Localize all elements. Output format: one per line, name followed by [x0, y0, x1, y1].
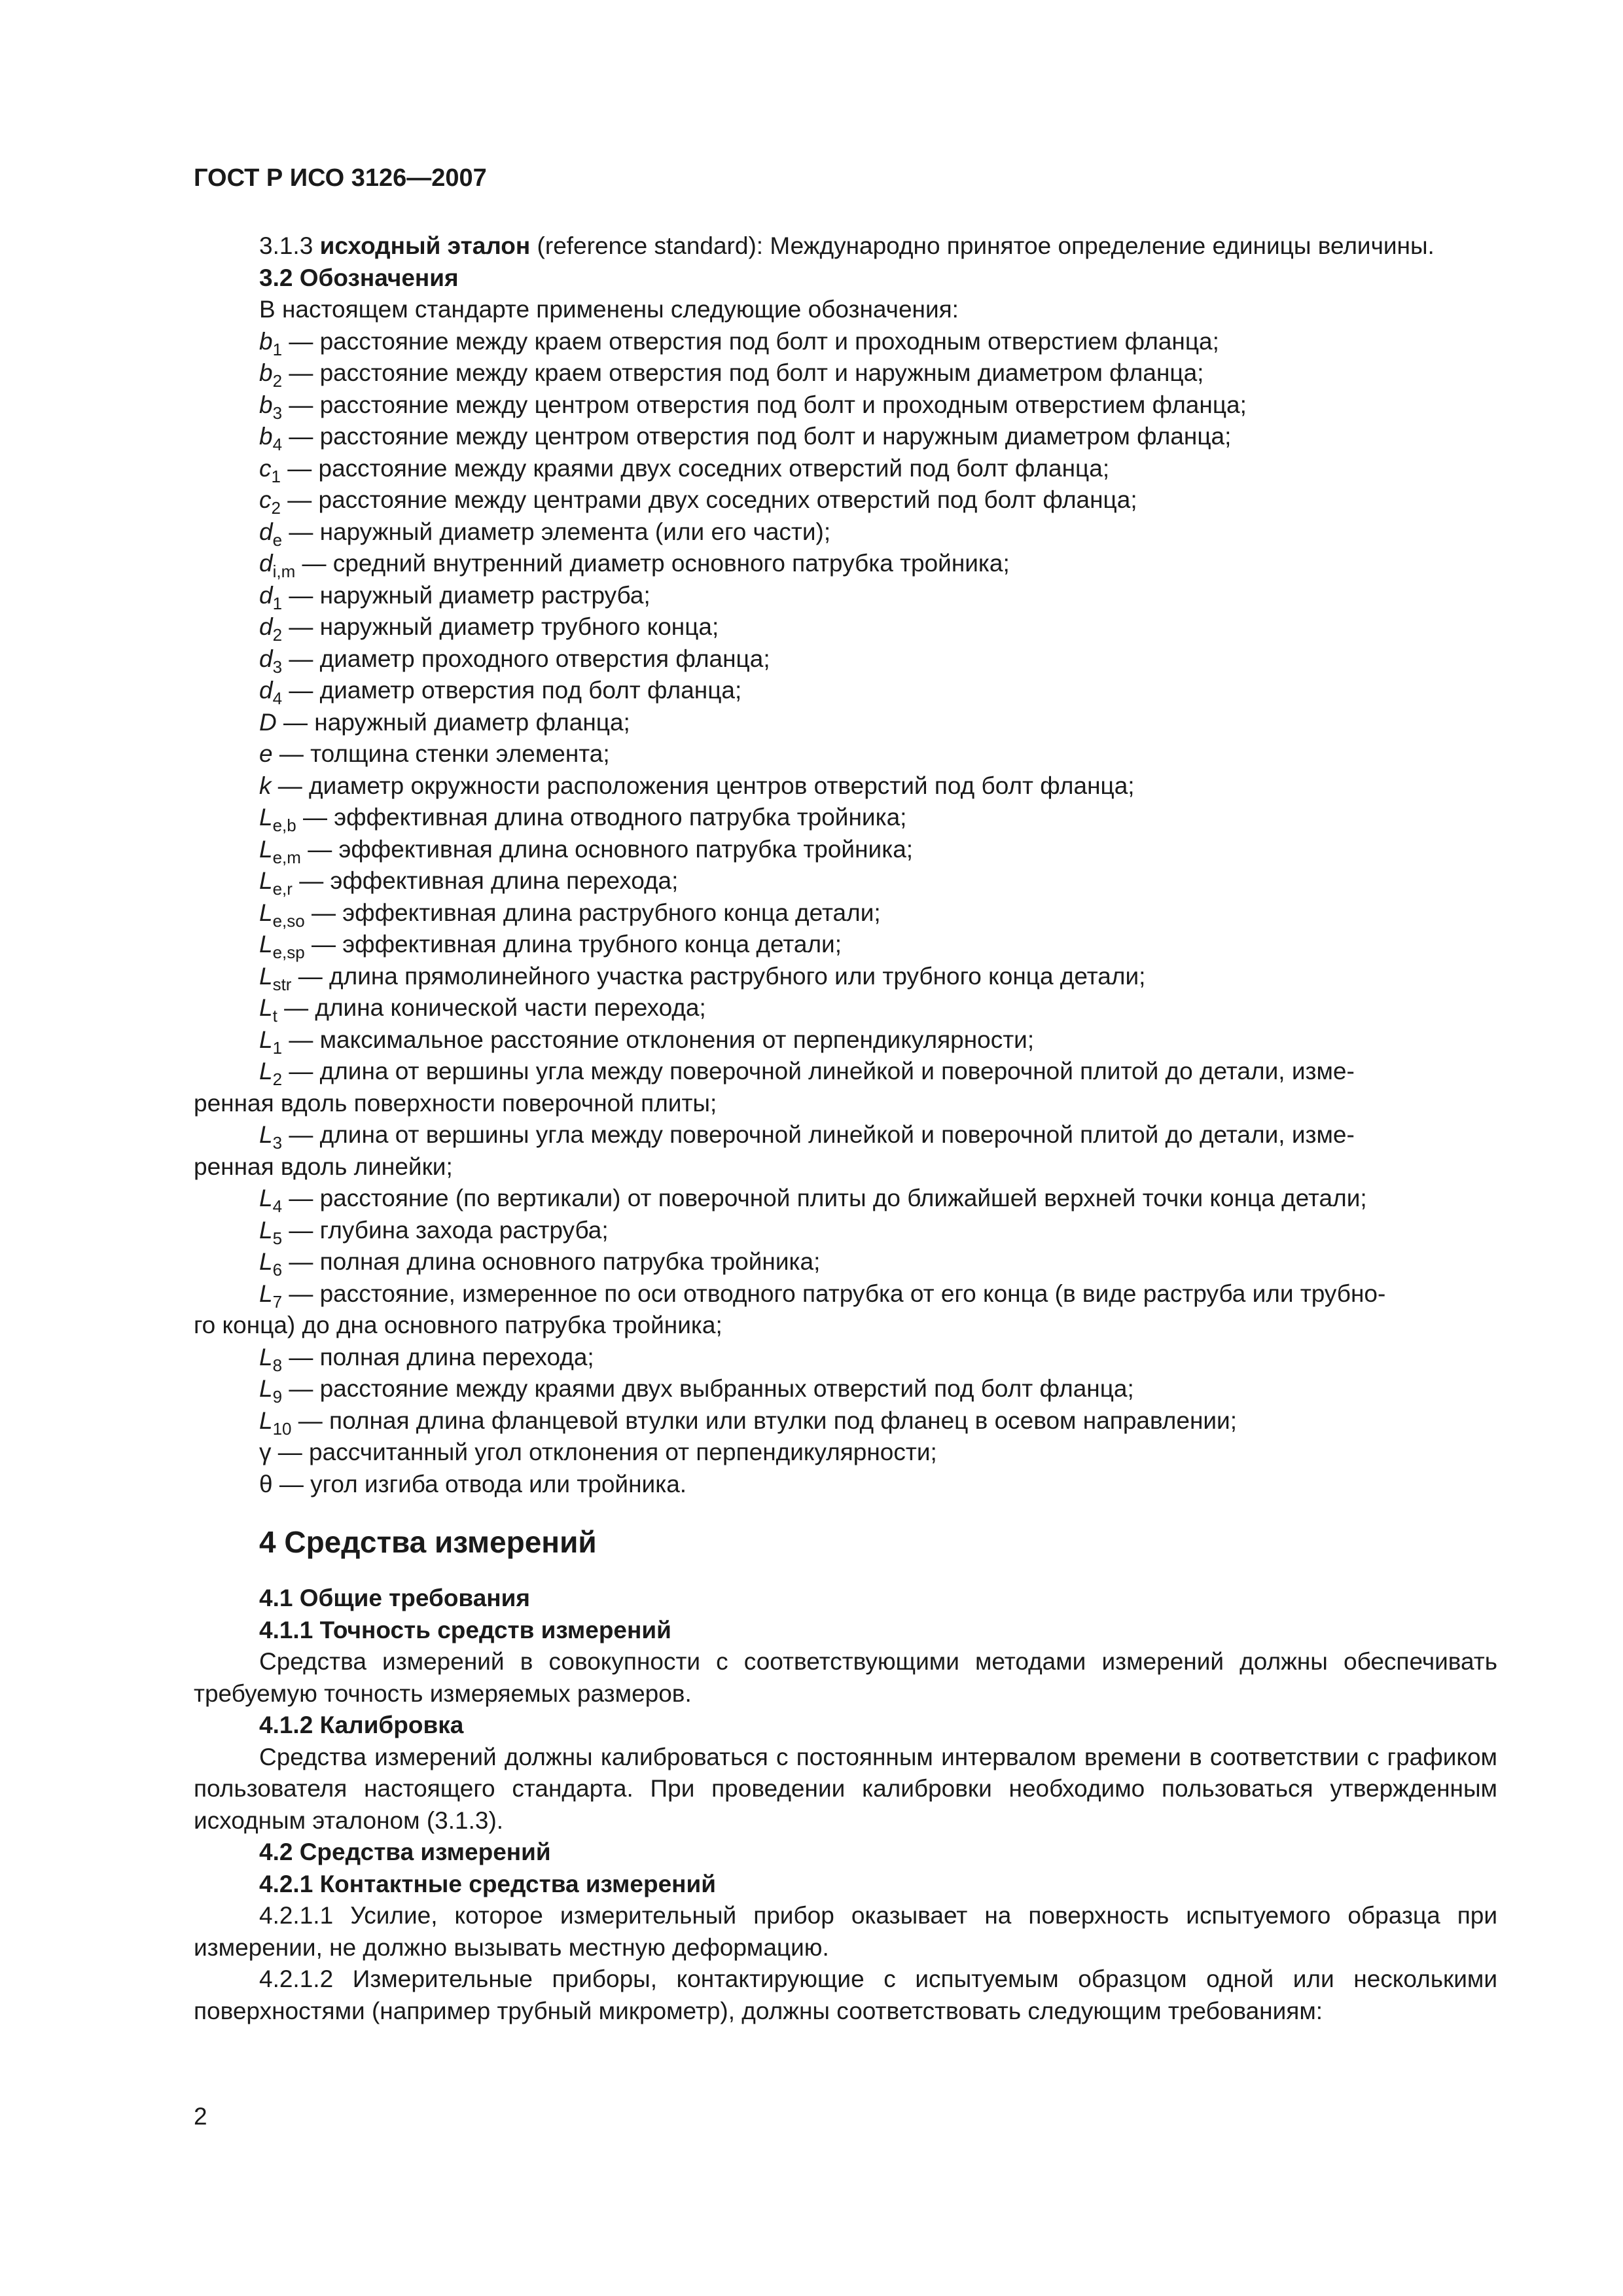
section-4-2-1-1-text: 4.2.1.1 Усилие, которое измерительный прибор оказывает на поверхность испытуемого образца при измерении, не должно вызывать местную деформацию. — [194, 1902, 1497, 1961]
symbol-definition — [194, 992, 1497, 1024]
section-4-1-1-text: Средства измерений в совокупности с соответствующими методами измерений должны обеспечивать требуемую точность измеряемых размеров. — [194, 1648, 1497, 1707]
symbol: D — [259, 708, 277, 736]
symbol: L — [259, 1248, 273, 1275]
symbol-description: — угол изгиба отвода или тройника. — [272, 1470, 687, 1498]
symbol-description-continuation: го конца) до дна основного патрубка тройника; — [194, 1312, 722, 1338]
symbol-subscript: e,so — [272, 910, 305, 931]
symbol-definition — [194, 580, 1497, 612]
symbol: L — [259, 1280, 273, 1307]
symbol: c — [259, 486, 272, 513]
symbol-description: — глубина захода раструба; — [282, 1216, 609, 1244]
symbol-definition — [194, 1342, 1497, 1374]
symbol-definition — [194, 484, 1497, 516]
symbol-subscript: 6 — [272, 1260, 283, 1280]
symbol-subscript: 2 — [271, 498, 281, 518]
symbol: b — [259, 327, 273, 355]
symbol-definition — [194, 1437, 1497, 1469]
symbol: γ — [259, 1439, 272, 1465]
symbol: L — [259, 867, 273, 894]
symbol: b — [259, 423, 273, 450]
document-body — [194, 230, 1497, 2027]
symbols-list — [194, 326, 1497, 1501]
symbol-definition — [194, 1215, 1497, 1247]
symbol-definition — [194, 1183, 1497, 1215]
symbol-subscript: 7 — [272, 1291, 283, 1312]
definition-text: (reference standard): Международно принятое определение единицы величины. — [530, 232, 1435, 259]
symbol-definition — [194, 738, 1497, 770]
symbol-subscript: str — [272, 974, 292, 994]
symbol-description: — расстояние между центрами двух соседних отверстий под болт фланца; — [280, 486, 1137, 513]
symbol-definition — [194, 516, 1497, 548]
symbol-definition — [194, 1246, 1497, 1278]
symbol-definition — [194, 961, 1497, 993]
symbol-description-continuation: ренная вдоль линейки; — [194, 1153, 453, 1180]
symbol-description: — расстояние между краями двух выбранных отверстий под болт фланца; — [282, 1375, 1134, 1402]
symbol-description: — наружный диаметр элемента (или его части); — [282, 518, 831, 545]
symbol-subscript: 3 — [272, 1133, 283, 1153]
symbol-definition — [194, 1278, 1497, 1310]
symbol-description: — расстояние между краем отверстия под болт и проходным отверстием фланца; — [282, 327, 1219, 355]
symbol-description: — длина от вершины угла между поверочной линейкой и поверочной плитой до детали, изме- — [282, 1058, 1355, 1085]
symbol-definition — [194, 675, 1497, 707]
symbol-description: — наружный диаметр фланца; — [276, 708, 630, 736]
symbol: L — [259, 1185, 273, 1211]
symbol-definition — [194, 770, 1497, 802]
symbol-description: — длина конической части перехода; — [277, 994, 706, 1021]
section-4-2-1-heading: 4.2.1 Контактные средства измерений — [259, 1870, 716, 1897]
section-4-1-heading: 4.1 Общие требования — [259, 1585, 530, 1611]
symbol-subscript: 1 — [271, 466, 281, 486]
section-4-1-2-text: Средства измерений должны калиброваться с постоянным интервалом времени в соответствии с графиком пользователя настоящего стандарта. При проведении калибровки необходимо пользоваться утвержденным исходным эталоном (3.1.3). — [194, 1743, 1497, 1834]
symbol-subscript: 2 — [272, 371, 283, 391]
symbol-definition — [194, 929, 1497, 961]
symbol-description: — полная длина основного патрубка тройника; — [282, 1248, 821, 1275]
symbol-description: — эффективная длина основного патрубка тройника; — [300, 835, 914, 863]
symbol: d — [259, 645, 273, 672]
symbol-subscript: e,sp — [272, 942, 305, 962]
defined-term: исходный эталон — [319, 232, 531, 259]
symbol-description: — расстояние, измеренное по оси отводного патрубка от его конца (в виде раструба или трубно- — [282, 1280, 1386, 1307]
symbol-definition — [194, 643, 1497, 675]
section-4-1-1-heading: 4.1.1 Точность средств измерений — [259, 1616, 671, 1643]
symbol-description: — эффективная длина отводного патрубка тройника; — [296, 804, 907, 831]
symbol-definition — [194, 389, 1497, 422]
symbol-definition — [194, 707, 1497, 739]
symbol-definition — [194, 1056, 1497, 1088]
symbol: L — [259, 1407, 273, 1434]
symbol-subscript: 10 — [272, 1418, 292, 1439]
symbol-definition — [194, 421, 1497, 453]
symbol: L — [259, 931, 273, 958]
symbol-subscript: 2 — [272, 1069, 283, 1089]
symbol-description: — максимальное расстояние отклонения от перпендикулярности; — [282, 1026, 1035, 1053]
symbol-description: — расстояние между краями двух соседних отверстий под болт фланца; — [280, 454, 1110, 482]
symbol: L — [259, 1375, 273, 1402]
symbol-definition — [194, 1119, 1497, 1151]
section-3-2-heading: 3.2 Обозначения — [259, 264, 459, 291]
symbol-subscript: 1 — [272, 593, 283, 613]
symbol-subscript: t — [272, 1006, 277, 1026]
symbol: d — [259, 518, 273, 545]
symbol-definition — [194, 865, 1497, 897]
symbol-definition — [194, 802, 1497, 834]
symbol-description: — расстояние между краем отверстия под болт и наружным диаметром фланца; — [282, 359, 1204, 386]
symbol-description: — расстояние между центром отверстия под болт и наружным диаметром фланца; — [282, 423, 1232, 450]
symbol-subscript: 9 — [272, 1387, 283, 1407]
symbol-description: — расстояние (по вертикали) от поверочной плиты до ближайшей верхней точки конца детали; — [282, 1185, 1367, 1211]
symbol: L — [259, 1026, 273, 1053]
symbol-subscript: e — [272, 529, 283, 550]
symbol-description: — рассчитанный угол отклонения от перпендикулярности; — [271, 1439, 937, 1465]
symbol-subscript: 3 — [272, 656, 283, 677]
symbol-definition — [194, 357, 1497, 389]
symbol-description: — средний внутренний диаметр основного патрубка тройника; — [295, 550, 1010, 577]
symbol-description: — эффективная длина раструбного конца детали; — [304, 899, 881, 926]
symbol-description: — длина прямолинейного участка раструбного или трубного конца детали; — [291, 962, 1146, 990]
symbol-description: — эффективная длина трубного конца детали; — [304, 931, 842, 958]
symbols-intro: В настоящем стандарте применены следующие обозначения: — [259, 296, 959, 323]
symbol-description: — расстояние между центром отверстия под болт и проходным отверстием фланца; — [282, 391, 1247, 418]
symbol: d — [259, 550, 273, 577]
symbol-description: — толщина стенки элемента; — [272, 740, 610, 767]
symbol: L — [259, 1343, 273, 1371]
section-4-2-1-2-text: 4.2.1.2 Измерительные приборы, контактирующие с испытуемым образцом одной или несколькими поверхностями (например трубный микрометр), должны соответствовать следующим требованиям: — [194, 1965, 1497, 2024]
symbol: L — [259, 1058, 273, 1085]
symbol-subscript: i,m — [272, 562, 296, 581]
section-4-1-2-heading: 4.1.2 Калибровка — [259, 1712, 464, 1738]
symbol-description-continuation: ренная вдоль поверхности поверочной плиты; — [194, 1089, 717, 1117]
symbol: e — [259, 740, 273, 767]
clause-number: 3.1.3 — [259, 232, 313, 259]
symbol: L — [259, 1121, 273, 1148]
symbol-definition — [194, 1469, 1497, 1501]
symbol: c — [259, 454, 272, 482]
symbol-description: — диаметр окружности расположения центров отверстий под болт фланца; — [271, 772, 1135, 799]
symbol-definition — [194, 1373, 1497, 1405]
symbol-definition — [194, 1024, 1497, 1056]
symbol-description: — длина от вершины угла между поверочной линейкой и поверочной плитой до детали, изме- — [282, 1121, 1355, 1148]
symbol-description: — наружный диаметр трубного конца; — [282, 613, 719, 640]
symbol-definition — [194, 897, 1497, 929]
symbol: d — [259, 581, 273, 609]
symbol-description: — полная длина перехода; — [282, 1343, 594, 1371]
symbol-subscript: 2 — [272, 625, 283, 645]
symbol-definition — [194, 326, 1497, 358]
symbol: L — [259, 1216, 273, 1244]
symbol-subscript: 1 — [272, 339, 283, 359]
symbol-subscript: e,r — [272, 879, 293, 899]
symbol: L — [259, 835, 273, 863]
section-4-heading: 4 Средства измерений — [259, 1525, 597, 1559]
symbol-subscript: 5 — [272, 1228, 283, 1248]
symbol-description: — наружный диаметр раструба; — [282, 581, 651, 609]
symbol-subscript: 4 — [272, 435, 283, 454]
symbol-description: — полная длина фланцевой втулки или втулки под фланец в осевом направлении; — [291, 1407, 1237, 1434]
symbol-subscript: 3 — [272, 403, 283, 423]
symbol-definition — [194, 1405, 1497, 1437]
symbol: b — [259, 359, 273, 386]
symbol: d — [259, 613, 273, 640]
symbol-subscript: e,b — [272, 816, 296, 835]
symbol-subscript: 4 — [272, 1196, 283, 1216]
symbol: d — [259, 677, 273, 704]
symbol: k — [259, 772, 272, 799]
page-number: 2 — [194, 2103, 207, 2130]
symbol-subscript: 1 — [272, 1037, 283, 1058]
symbol: L — [259, 804, 273, 831]
definition-3-1-3 — [194, 230, 1497, 262]
symbol-subscript: e,m — [272, 847, 301, 867]
symbol-subscript: 8 — [272, 1355, 283, 1375]
symbol-description: — диаметр проходного отверстия фланца; — [282, 645, 770, 672]
symbol-description: — эффективная длина перехода; — [292, 867, 679, 894]
symbol-definition — [194, 548, 1497, 580]
symbol: L — [259, 899, 273, 926]
document-header: ГОСТ Р ИСО 3126—2007 — [194, 164, 487, 192]
symbol-definition — [194, 834, 1497, 866]
symbol-definition — [194, 611, 1497, 643]
symbol: b — [259, 391, 273, 418]
symbol-definition — [194, 453, 1497, 485]
symbol-subscript: 4 — [272, 689, 283, 708]
symbol-description: — диаметр отверстия под болт фланца; — [282, 677, 742, 704]
symbol: L — [259, 962, 273, 990]
symbol: θ — [259, 1470, 273, 1498]
section-4-2-heading: 4.2 Средства измерений — [259, 1839, 551, 1865]
symbol: L — [259, 994, 273, 1021]
